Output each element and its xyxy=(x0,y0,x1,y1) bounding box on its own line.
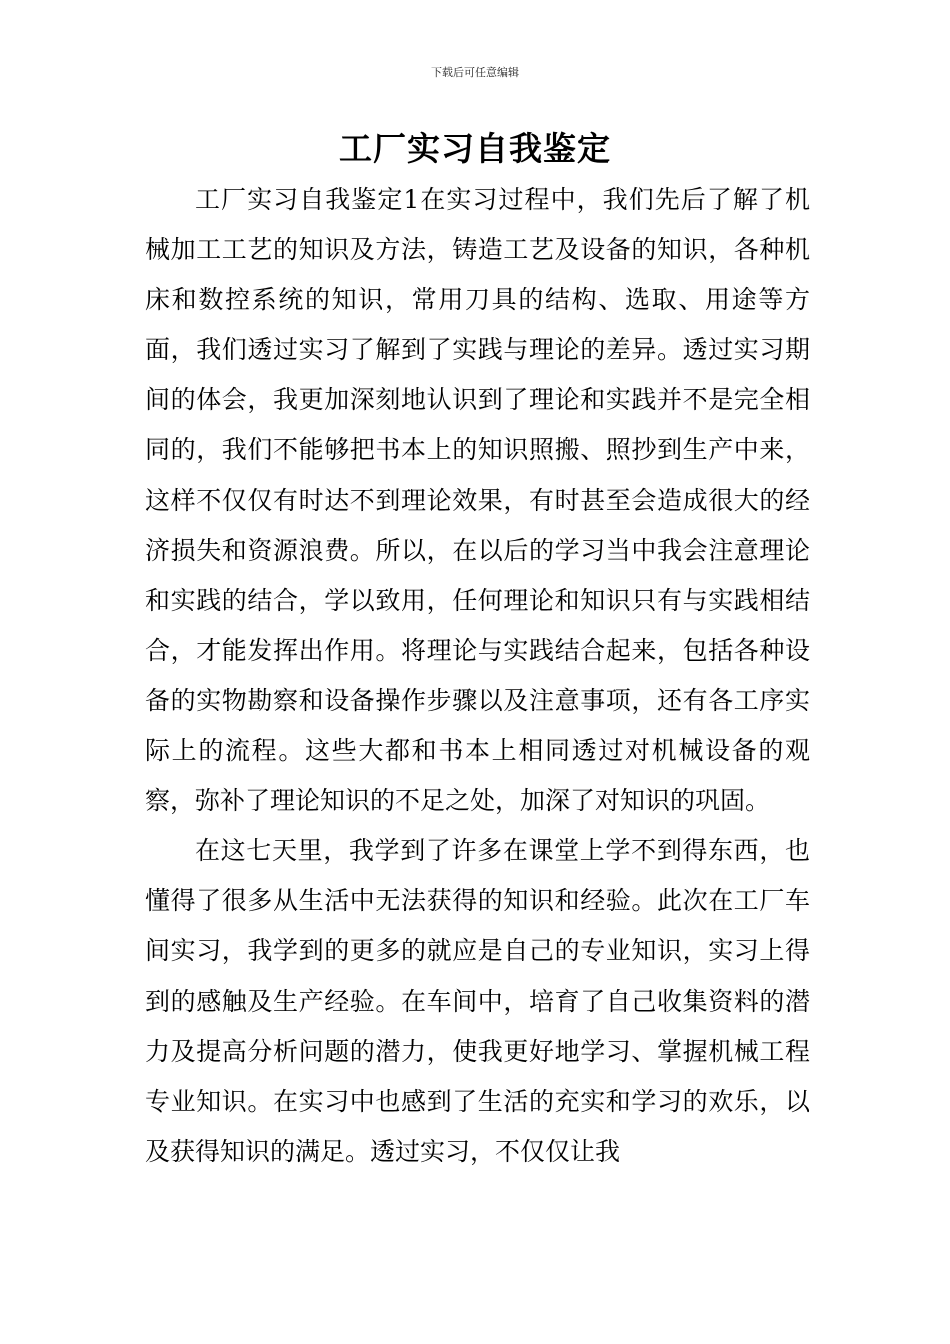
paragraph-2: 在这七天里，我学到了许多在课堂上学不到得东西，也懂得了很多从生活中无法获得的知识和经验。此次在工厂车间实习，我学到的更多的就应是自己的专业知识，实习上得到的感触及生产经验。在车间中，培育了自己收集资料的潜力及提高分析问题的潜力，使我更好地学习、掌握机械工程专业知识。在实习中也感到了生活的充实和学习的欢乐，以及获得知识的满足。透过实习，不仅仅让我 xyxy=(145,836,810,1166)
document-body xyxy=(145,175,810,1177)
page-header-note: 下载后可任意编辑 xyxy=(431,66,519,79)
document-title: 工厂实习自我鉴定 xyxy=(339,129,611,168)
paragraph-1: 工厂实习自我鉴定1在实习过程中，我们先后了解了机械加工工艺的知识及方法，铸造工艺及设备的知识，各种机床和数控系统的知识，常用刀具的结构、选取、用途等方面，我们透过实习了解到了实践与理论的差异。透过实习期间的体会，我更加深刻地认识到了理论和实践并不是完全相同的，我们不能够把书本上的知识照搬、照抄到生产中来，这样不仅仅有时达不到理论效果，有时甚至会造成很大的经济损失和资源浪费。所以，在以后的学习当中我会注意理论和实践的结合，学以致用，任何理论和知识只有与实践相结合，才能发挥出作用。将理论与实践结合起来，包括各种设备的实物勘察和设备操作步骤以及注意事项，还有各工序实际上的流程。这些大都和书本上相同透过对机械设备的观察，弥补了理论知识的不足之处，加深了对知识的巩固。 xyxy=(145,185,810,816)
